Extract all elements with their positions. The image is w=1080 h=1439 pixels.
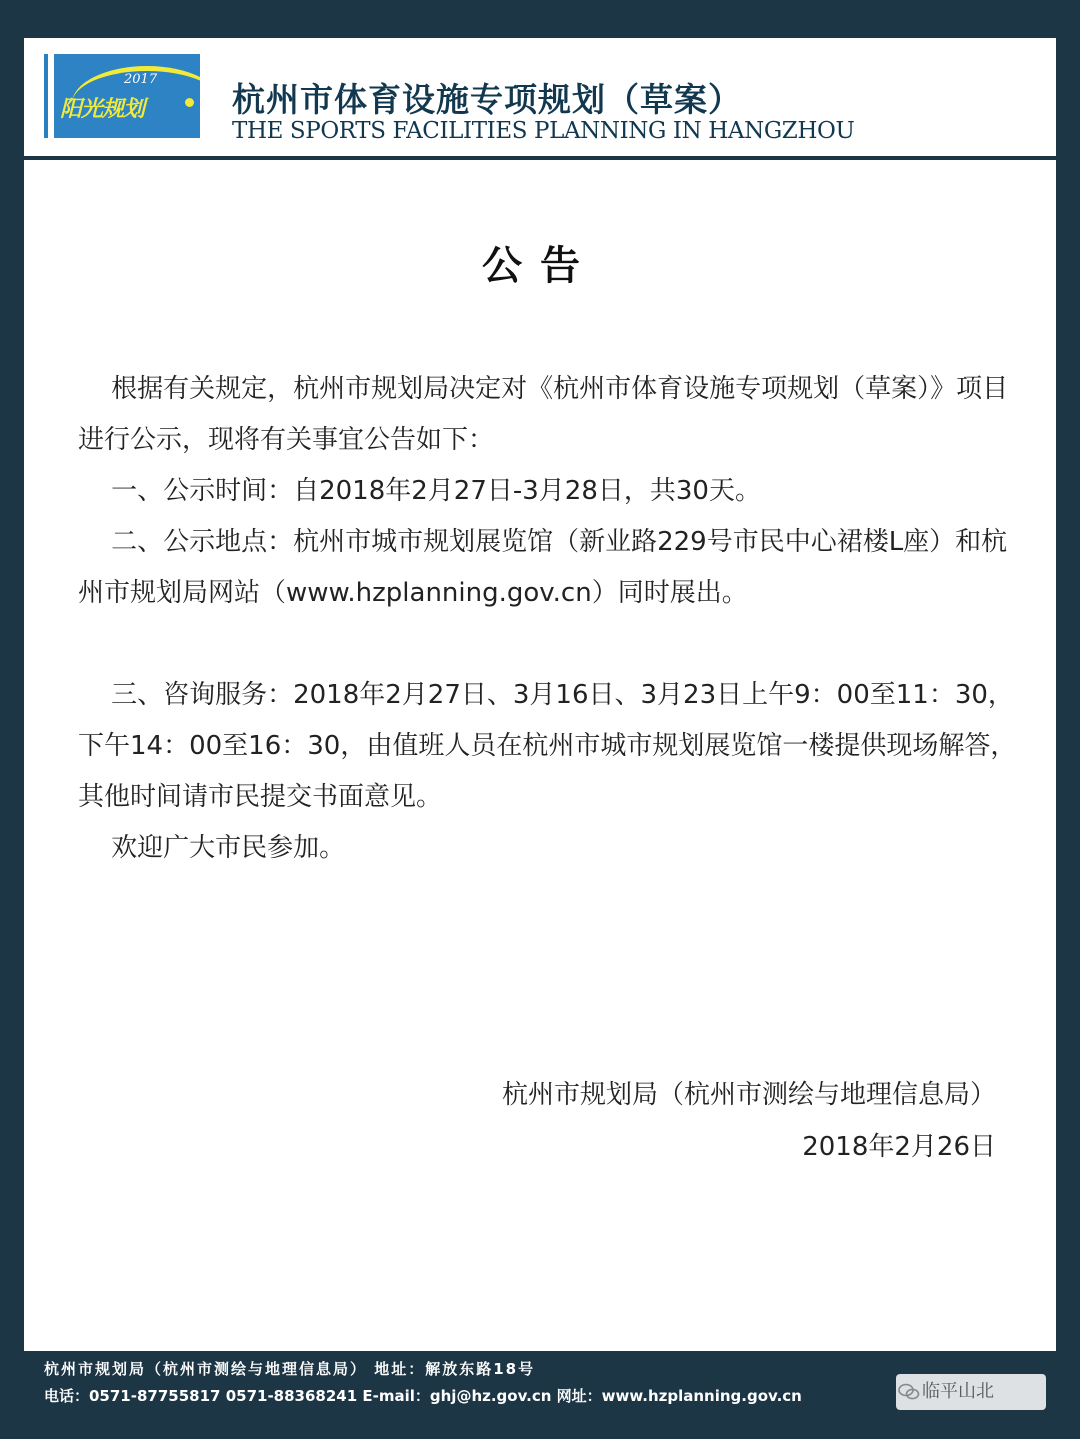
sunshine-planning-logo (54, 54, 200, 138)
header (24, 38, 1056, 158)
header-title-en: THE SPORTS FACILITIES PLANNING IN HANGZHOU (232, 118, 855, 144)
wechat-icon (896, 1374, 922, 1410)
notice-title: 公告 (482, 243, 598, 289)
watermark-text: 临平山北 (922, 1381, 994, 1402)
paragraph-time: 一、公示时间：自2018年2月27日-3月28日，共30天。 (78, 476, 761, 506)
paragraph-welcome: 欢迎广大市民参加。 (78, 833, 346, 863)
header-divider (24, 156, 1056, 160)
logo-accent-bar (44, 54, 48, 138)
paragraph-location: 二、公示地点：杭州市城市规划展览馆（新业路229号市民中心裙楼L座）和杭州市规划局网站（www.hzplanning.gov.cn）同时展出。 (78, 527, 1008, 608)
logo-dot (185, 98, 194, 107)
logo-text: 阳光规划 (60, 97, 145, 122)
header-title-cn: 杭州市体育设施专项规划（草案） (232, 80, 742, 119)
footer-contact-line: 电话：0571-87755817 0571-88368241 E-mail：ghj@hz.gov.cn 网址：www.hzplanning.gov.cn (44, 1387, 802, 1405)
wechat-watermark (896, 1374, 1046, 1410)
paragraph-consultation: 三、咨询服务：2018年2月27日、3月16日、3月23日上午9：00至11：30，下午14：00至16：30，由值班人员在杭州市城市规划展览馆一楼提供现场解答，其他时间请市民提交书面意见。 (78, 680, 1017, 812)
logo-year: 2017 (124, 72, 158, 87)
notice-date: 2018年2月26日 (802, 1132, 996, 1162)
footer-address-line: 杭州市规划局（杭州市测绘与地理信息局） 地址：解放东路18号 (44, 1360, 536, 1378)
notice-sheet (24, 38, 1056, 1351)
signature: 杭州市规划局（杭州市测绘与地理信息局） (501, 1080, 996, 1110)
paragraph-intro: 根据有关规定，杭州市规划局决定对《杭州市体育设施专项规划（草案）》项目进行公示，现将有关事宜公告如下： (78, 374, 1009, 455)
